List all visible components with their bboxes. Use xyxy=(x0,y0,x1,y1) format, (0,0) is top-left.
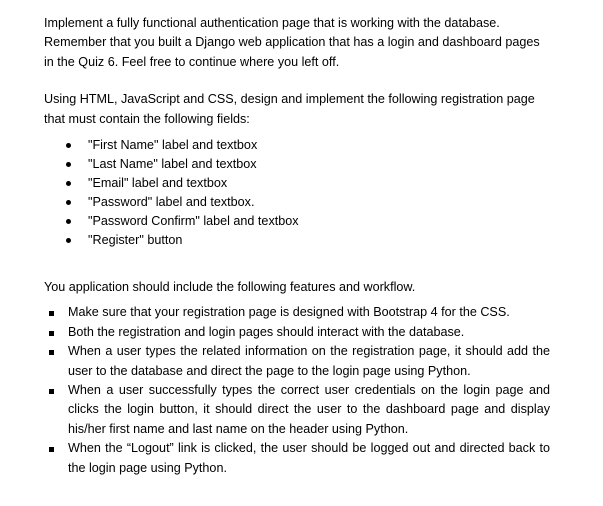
list-item: When a user successfully types the correct user credentials on the login page and clicks the login button, it should direct the user to the dashboard page and display his/her first name and last name on the header using Python. xyxy=(49,381,550,439)
list-item: "Password" label and textbox. xyxy=(66,193,550,212)
list-item: When the “Logout” link is clicked, the user should be logged out and directed back to the login page using Python. xyxy=(49,439,550,478)
list-item: Both the registration and login pages should interact with the database. xyxy=(49,323,550,342)
features-list xyxy=(44,303,550,478)
assignment-document xyxy=(44,14,550,478)
list-item: When a user types the related information on the registration page, it should add the user to the database and direct the page to the login page using Python. xyxy=(49,342,550,381)
list-item: "Password Confirm" label and textbox xyxy=(66,212,550,231)
square-bullet-icon xyxy=(49,389,54,394)
round-bullet-icon xyxy=(66,238,71,243)
round-bullet-icon xyxy=(66,162,71,167)
round-bullet-icon xyxy=(66,143,71,148)
list-item: "Last Name" label and textbox xyxy=(66,155,550,174)
round-bullet-icon xyxy=(66,181,71,186)
required-fields-list xyxy=(44,136,550,250)
list-item: "First Name" label and textbox xyxy=(66,136,550,155)
list-item: "Email" label and textbox xyxy=(66,174,550,193)
square-bullet-icon xyxy=(49,331,54,336)
square-bullet-icon xyxy=(49,350,54,355)
square-bullet-icon xyxy=(49,311,54,316)
square-bullet-icon xyxy=(49,447,54,452)
features-paragraph: You application should include the following features and workflow. xyxy=(44,280,416,295)
round-bullet-icon xyxy=(66,200,71,205)
round-bullet-icon xyxy=(66,219,71,224)
intro-paragraph: Implement a fully functional authentication page that is working with the database. Remember that you built a Django web application that has a login and dashboard pages in the Quiz 6. Feel free to continue where you left off. xyxy=(44,16,540,69)
list-item: "Register" button xyxy=(66,231,550,250)
design-paragraph: Using HTML, JavaScript and CSS, design and implement the following registration page that must contain the following fields: xyxy=(44,92,535,126)
list-item: Make sure that your registration page is designed with Bootstrap 4 for the CSS. xyxy=(49,303,550,322)
